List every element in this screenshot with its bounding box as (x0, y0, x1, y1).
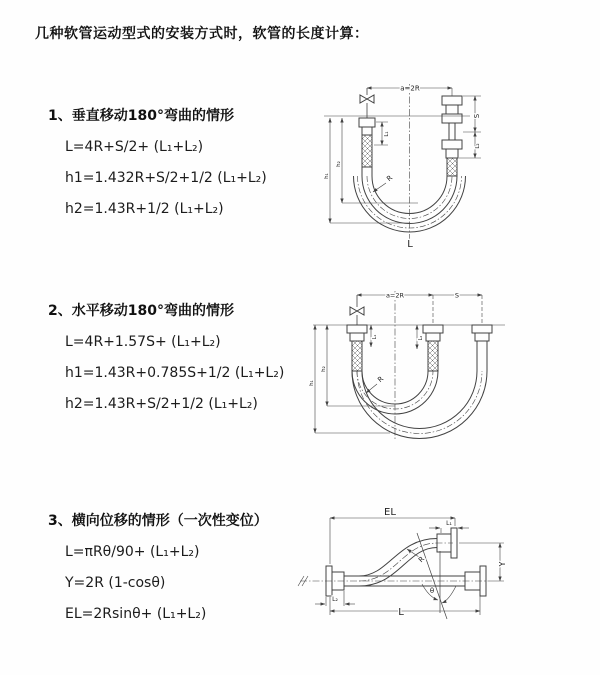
radius-label: R (376, 374, 386, 385)
length-label: L (407, 239, 413, 250)
dim-l1-label: L₁ (372, 334, 378, 340)
dim-h1-label: h₁ (309, 380, 315, 386)
formula-h2: h2=1.43R+1/2 (L₁+L₂) (65, 201, 224, 217)
radius-label: R (385, 173, 395, 184)
length-label: L (398, 607, 404, 618)
formula-h1: h1=1.43R+0.785S+1/2 (L₁+L₂) (65, 365, 285, 381)
angle-theta-label: θ (429, 587, 435, 595)
diagram-3-drawing (295, 493, 590, 668)
middle-pipe-assembly (423, 325, 443, 371)
dim-l (330, 591, 480, 615)
dim-h2-label: h₂ (336, 161, 342, 167)
dim-el-label: EL (384, 507, 396, 518)
dim-l1-label: L₁ (446, 520, 452, 527)
dim-l2-label: L₂ (418, 335, 424, 341)
right-pipe-assembly (442, 96, 462, 176)
formula-y: Y=2R (1-cosθ) (65, 575, 166, 591)
valve-symbol (350, 295, 364, 325)
dim-el (330, 518, 455, 564)
diagram-vertical-180-bend (310, 76, 550, 254)
dim-l2-label: L₂ (332, 596, 338, 603)
diagram-1-drawing (310, 76, 550, 254)
section-1-heading: 1、垂直移动180°弯曲的情形 (48, 108, 234, 124)
dim-l2-label: L₂ (475, 143, 481, 149)
formula-h2: h2=1.43R+S/2+1/2 (L₁+L₂) (65, 396, 258, 412)
formula-length: L=πRθ/90+ (L₁+L₂) (65, 544, 200, 560)
formula-el: EL=2Rsinθ+ (L₁+L₂) (65, 606, 207, 622)
section-3-heading: 3、横向位移的情形（一次性变位） (48, 513, 268, 529)
hose-bend-arcs (352, 371, 487, 439)
section-vertical-movement (48, 107, 318, 218)
dim-a2r (357, 295, 482, 323)
radius-label: R (417, 555, 427, 565)
section-lateral-displacement (48, 512, 318, 623)
diagram-2-drawing (305, 283, 567, 445)
diagram-lateral-displacement (295, 493, 590, 668)
valve-symbol (360, 88, 374, 118)
dim-s-label: S (454, 291, 460, 300)
formula-length: L=4R+S/2+ (L₁+L₂) (65, 139, 204, 155)
dim-h2-label: h₂ (321, 366, 327, 372)
diagram-horizontal-180-bend (305, 283, 567, 445)
radius-leader (373, 183, 386, 192)
dim-l1-label: L₁ (384, 131, 390, 137)
section-horizontal-movement (48, 302, 318, 413)
page-title: 几种软管运动型式的安装方式时，软管的长度计算： (35, 26, 369, 42)
angle-arc-arrows (422, 584, 456, 603)
left-pipe-assembly (359, 118, 375, 176)
dim-a2r-label: a=2R (400, 84, 420, 93)
radius-leader (366, 384, 377, 393)
dim-a2r-label: a=2R (385, 291, 405, 300)
dim-l1 (429, 528, 469, 533)
dim-y-label: Y (498, 561, 507, 567)
dim-h2 (342, 118, 418, 203)
formula-length: L=4R+1.57S+ (L₁+L₂) (65, 334, 221, 350)
dim-s-label: S (473, 113, 481, 119)
hose-s-curve-displaced (359, 539, 437, 587)
left-pipe-assembly (347, 325, 367, 371)
section-2-heading: 2、水平移动180°弯曲的情形 (48, 303, 234, 319)
right-pipe-assembly (472, 325, 492, 371)
centerlines (300, 543, 488, 581)
dim-h1-label: h₁ (324, 173, 330, 179)
formula-h1: h1=1.432R+S/2+1/2 (L₁+L₂) (65, 170, 267, 186)
